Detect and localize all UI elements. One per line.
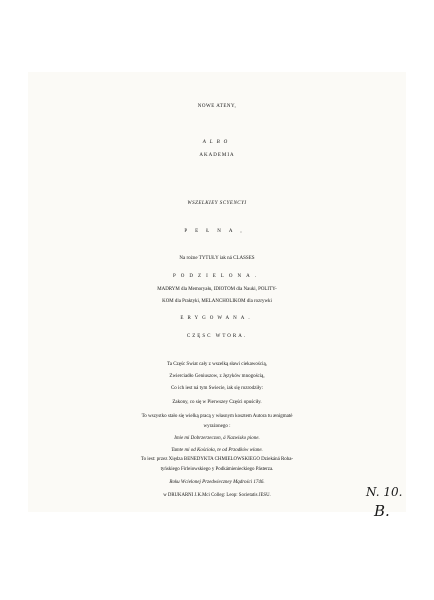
title-pelna: PEŁNA, [184,229,250,234]
author-riddle: Imie mi Dobrzerzeczon, á Nazwisko pione. [174,436,260,441]
description-line: MADRYM dla Memoryału, IDIOTOM dla Nauki, POLITY- [157,287,277,292]
author-name: To iest: przez Xiędza BENEDYKTA CHMIELOWSKIEGO Dziekáná Roha- [140,457,294,462]
title-page [28,72,406,520]
author-name: tyńskiego Firleiowskiego y Podkámienieckiego Pásterza. [160,467,274,472]
description-line: PODZIELONA. [173,274,261,279]
imprint: w DRUKARNI J.K.Mci Colleg: Leop: Societatis JESU. [163,493,271,498]
manuscript-note: B. [374,502,390,520]
author-note: To wszystko stało się wielką pracą y własnym kosztem Autora tu ænigmatè [141,414,293,419]
title-akademia: AKADEMIA [199,153,235,158]
author-riddle: Tamte mi od Kościoła, te od Przodków wlane. [171,448,263,453]
description-line: Na rożne TYTUŁY iak ná CLASSES [179,256,255,261]
author-note: wyrażonego : [203,424,231,429]
verse-line: Co ich iest ná tym Swiecie, iak się rozrodziły: [170,386,264,391]
verse-line: Ta Częśc Swiat cały z wszelką sławi ciekawością, [167,362,267,367]
description-line: KOM dla Praktyki, MELANCHOLIKOM dla rozrywki [162,299,272,304]
part-heading: CZĘSC WTORA. [186,334,248,339]
title-subtitle: WSZELKIEY SCYENCYI [187,201,247,206]
publication-year: Roku Wcielonej Przedwieczney Mądrości 1746. [169,480,265,485]
verse-line: Zwierciadło Geniuszow, z Języków mnogością, [169,374,265,379]
verse-line: Zakony, co się w Pierwszey Części opuściły. [172,400,262,405]
manuscript-note: N. 10. [366,485,403,499]
main-title: NOWE ATENY, [197,104,237,109]
description-line: ERYGOWANA. [180,316,254,321]
title-conjunction: ALBO [202,140,232,145]
